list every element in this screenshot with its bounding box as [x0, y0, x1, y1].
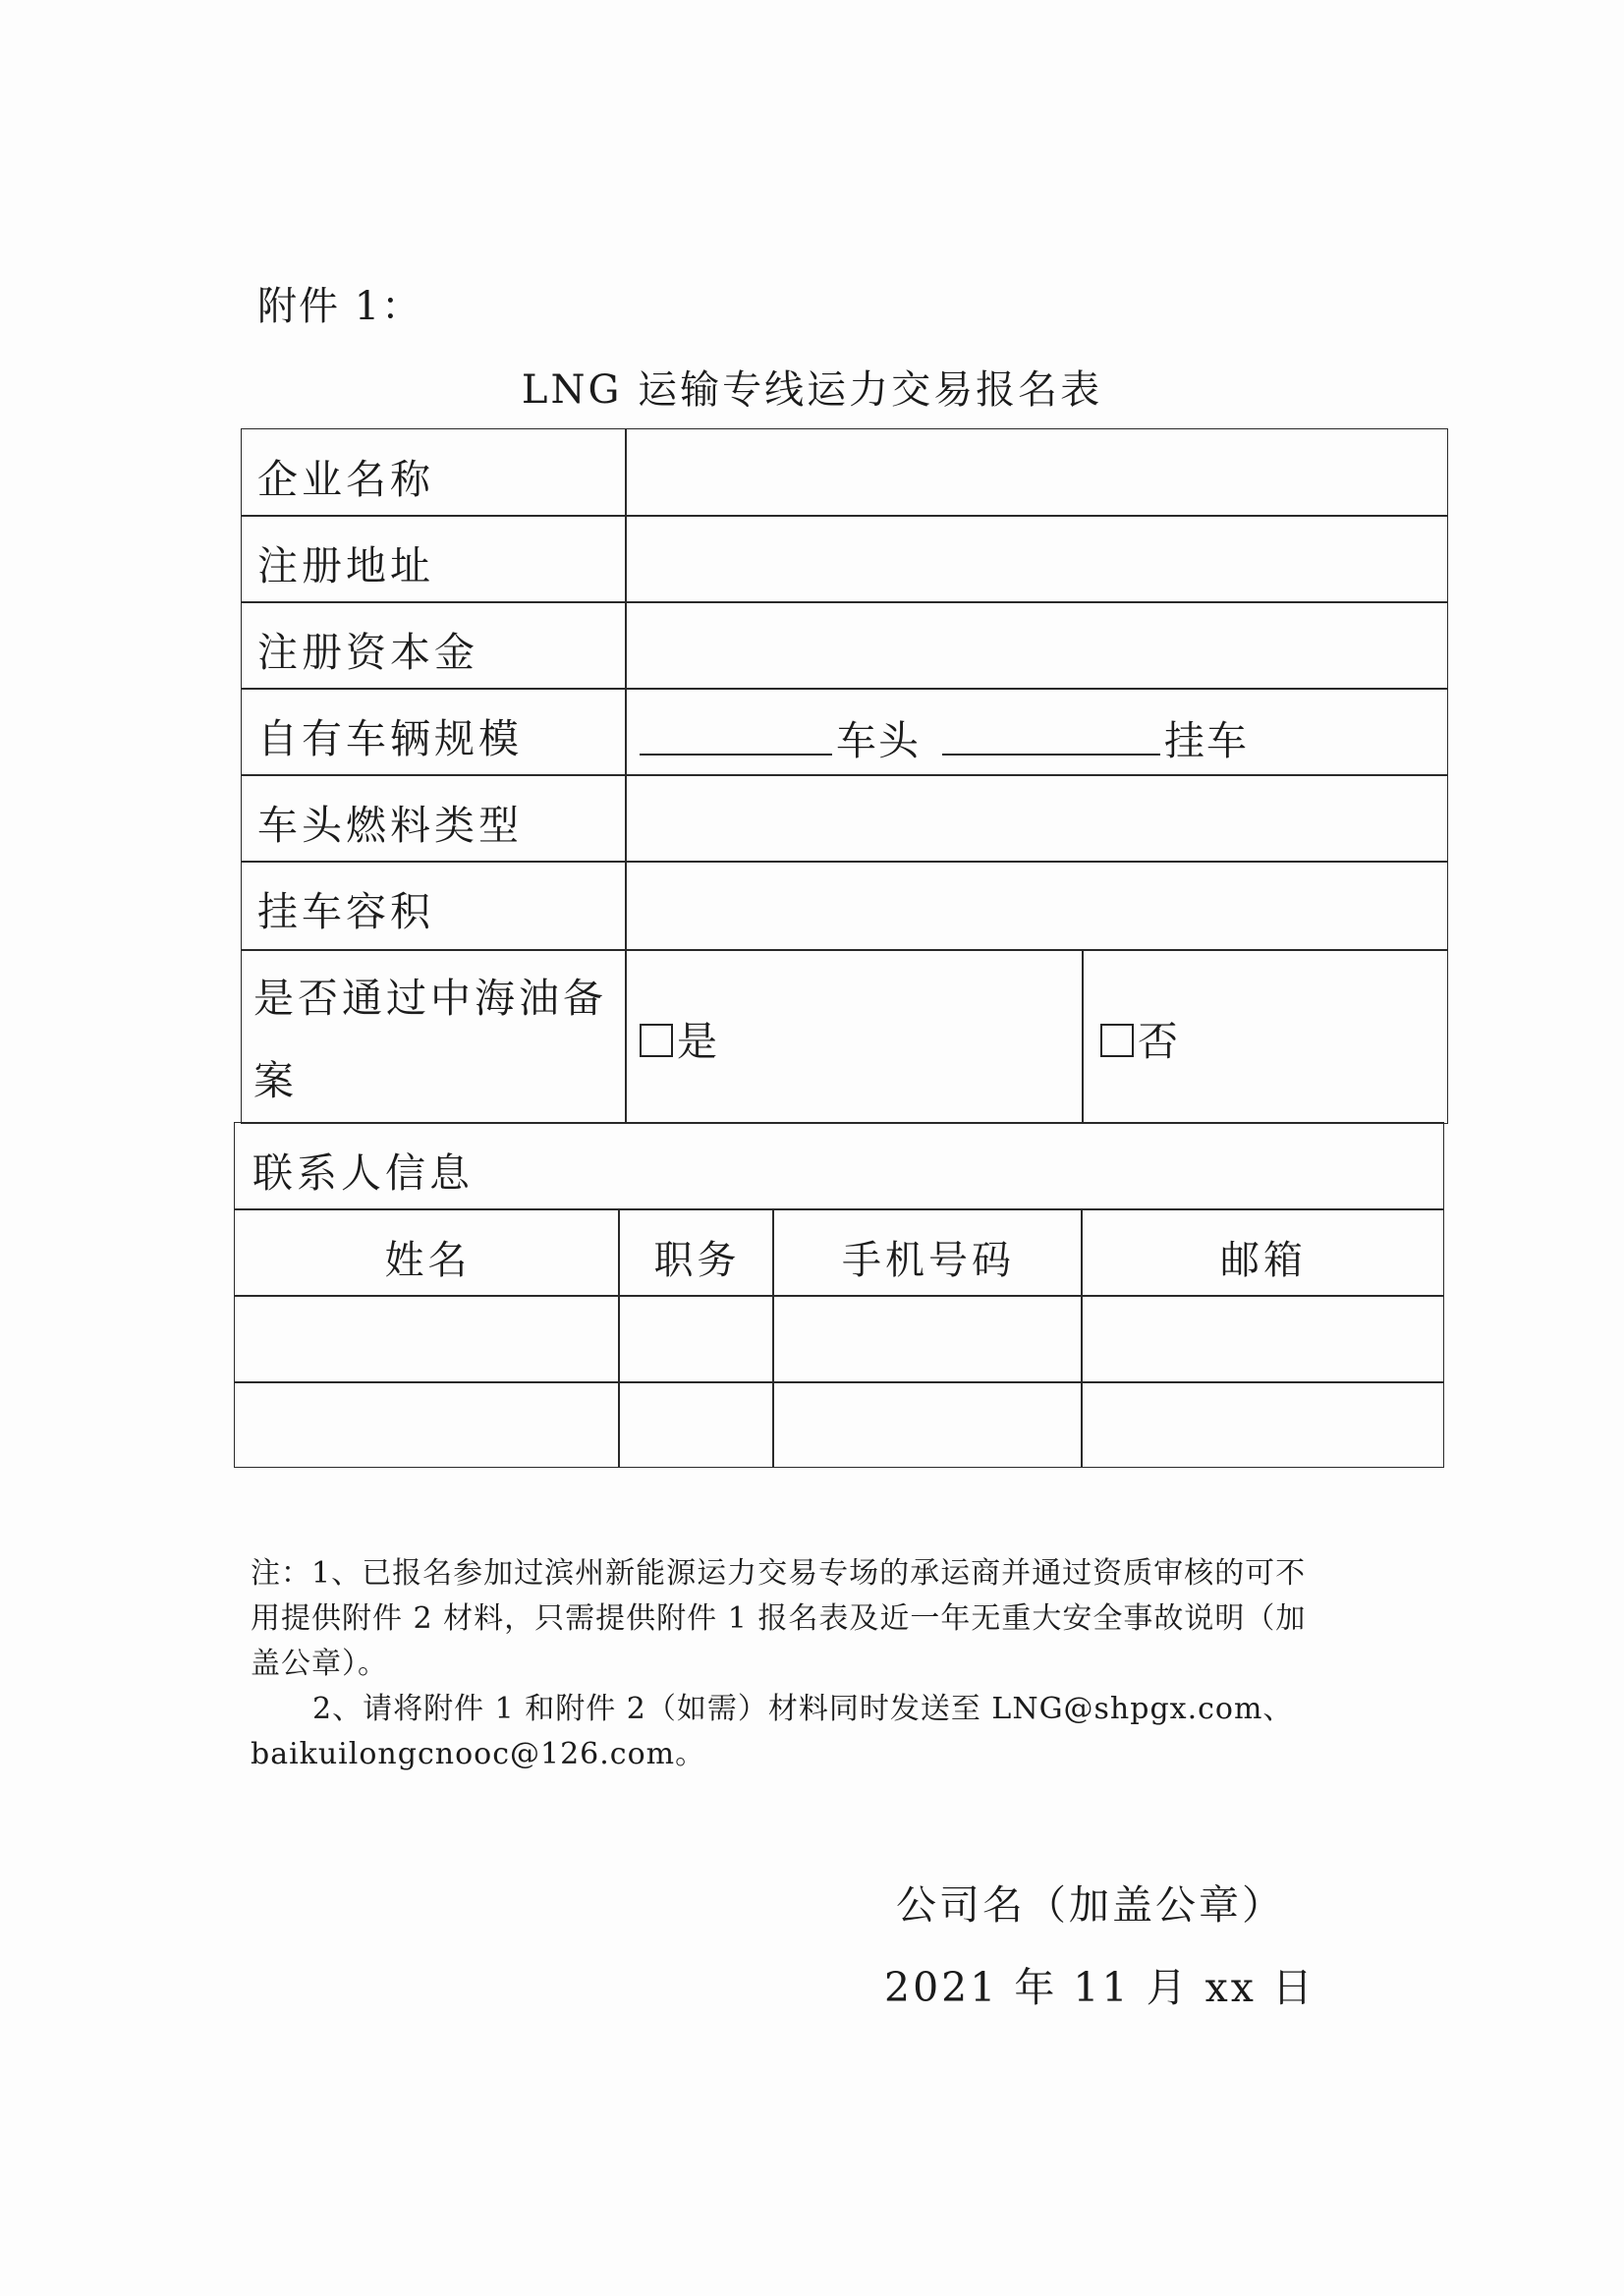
fleet-head-blank[interactable]: [640, 754, 832, 756]
cnooc-filing-label-line2: 案: [253, 1057, 298, 1104]
contact-row-1-email[interactable]: [1081, 1295, 1444, 1383]
attachment-label: 附件 1：: [257, 284, 423, 329]
fleet-scale-label-cell: [241, 688, 627, 776]
reg-capital-field[interactable]: [625, 601, 1448, 690]
note-line-4: 2、请将附件 1 和附件 2（如需）材料同时发送至 LNG@shpgx.com、: [312, 1692, 1294, 1726]
cnooc-filing-label-line1: 是否通过中海油备: [253, 975, 607, 1022]
cnooc-yes-option[interactable]: [640, 1009, 719, 1067]
contact-row-1-position[interactable]: [618, 1295, 774, 1383]
contact-row-2-phone[interactable]: [772, 1381, 1083, 1468]
col-email-header: [1081, 1208, 1444, 1297]
reg-capital-label-cell: [241, 601, 627, 690]
company-name-label: 企业名称: [257, 456, 434, 503]
contact-info-header: [234, 1122, 1444, 1210]
note-line-3: 盖公章）。: [251, 1647, 388, 1681]
reg-address-label: 注册地址: [257, 542, 434, 589]
note-line-2: 用提供附件 2 材料，只需提供附件 1 报名表及近一年无重大安全事故说明（加: [251, 1601, 1307, 1636]
fleet-trailer-label: 挂车: [1164, 717, 1249, 764]
checkbox-icon[interactable]: [640, 1024, 673, 1057]
fuel-type-label-cell: [241, 774, 627, 863]
trailer-volume-field[interactable]: [625, 861, 1448, 951]
cnooc-filing-label-cell: [241, 949, 627, 1124]
col-name-header: [234, 1208, 620, 1297]
col-email-label: 邮箱: [1220, 1238, 1307, 1283]
fleet-trailer-blank[interactable]: [942, 754, 1160, 756]
cnooc-no-option[interactable]: [1100, 1009, 1180, 1067]
company-seal-line: 公司名（加盖公章）: [896, 1881, 1285, 1929]
fleet-head-label: 车头: [836, 717, 921, 764]
signature-date: 2021 年 11 月 xx 日: [884, 1964, 1316, 2011]
contact-row-2-position[interactable]: [618, 1381, 774, 1468]
company-name-field[interactable]: [625, 428, 1448, 517]
fleet-scale-field: [625, 688, 1448, 776]
cnooc-yes-label: 是: [677, 1018, 719, 1065]
cnooc-no-cell: [1082, 949, 1448, 1124]
checkbox-icon[interactable]: [1100, 1024, 1134, 1057]
contact-row-1-phone[interactable]: [772, 1295, 1083, 1383]
reg-address-label-cell: [241, 515, 627, 603]
col-phone-label: 手机号码: [842, 1238, 1015, 1283]
col-position-label: 职务: [653, 1238, 741, 1283]
contact-row-2-email[interactable]: [1081, 1381, 1444, 1468]
form-title: LNG 运输专线运力交易报名表: [521, 367, 1103, 413]
trailer-volume-label-cell: [241, 861, 627, 951]
cnooc-yes-cell: [625, 949, 1084, 1124]
fuel-type-label: 车头燃料类型: [257, 802, 523, 849]
col-phone-header: [772, 1208, 1083, 1297]
col-position-header: [618, 1208, 774, 1297]
fleet-scale-label: 自有车辆规模: [257, 715, 523, 762]
contact-row-2-name[interactable]: [234, 1381, 620, 1468]
col-name-label: 姓名: [384, 1238, 472, 1283]
company-name-label-cell: [241, 428, 627, 517]
cnooc-no-label: 否: [1138, 1018, 1180, 1065]
note-line-5: baikuilongcnooc@126.com。: [251, 1737, 706, 1771]
contact-row-1-name[interactable]: [234, 1295, 620, 1383]
reg-capital-label: 注册资本金: [257, 629, 478, 676]
reg-address-field[interactable]: [625, 515, 1448, 603]
trailer-volume-label: 挂车容积: [257, 888, 434, 935]
fuel-type-field[interactable]: [625, 774, 1448, 863]
note-line-1: 注：1、已报名参加过滨州新能源运力交易专场的承运商并通过资质审核的可不: [251, 1556, 1307, 1591]
contact-info-label: 联系人信息: [252, 1149, 474, 1197]
